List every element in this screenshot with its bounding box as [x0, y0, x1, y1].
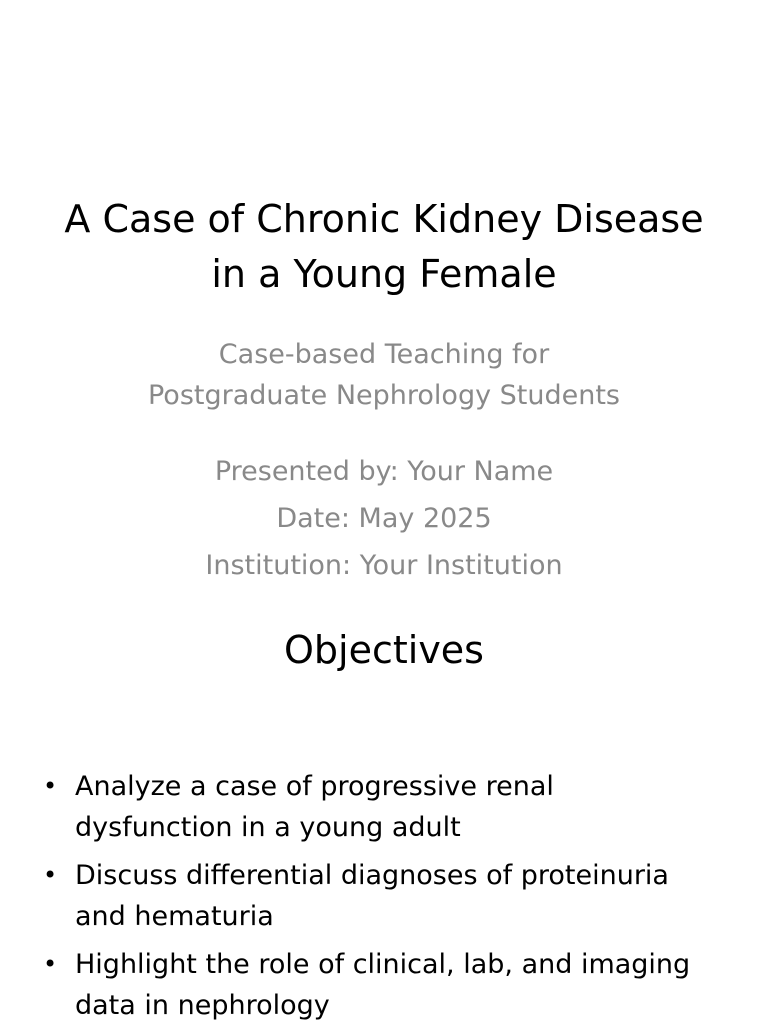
presenter-name: Presented by: Your Name — [214, 456, 554, 487]
bullet-line: Highlight the role of clinical, lab, and imaging — [75, 949, 691, 980]
title-line: in a Young Female — [211, 252, 557, 296]
presentation-date: Date: May 2025 — [276, 503, 492, 534]
bullet-line: Discuss differential diagnoses of proteinuria — [75, 860, 669, 891]
title-line: A Case of Chronic Kidney Disease — [64, 197, 704, 241]
subtitle-block — [60, 334, 708, 576]
list-item — [40, 944, 728, 1024]
slide-objectives — [0, 576, 768, 1024]
bullet-line: data in nephrology — [75, 990, 330, 1021]
bullet-icon: • — [43, 861, 58, 889]
subtitle-line: Postgraduate Nephrology Students — [147, 380, 620, 411]
bullet-icon: • — [43, 950, 58, 978]
presentation-title — [40, 192, 728, 302]
bullet-line: Analyze a case of progressive renal — [75, 771, 554, 802]
list-item — [40, 855, 728, 937]
subtitle-gap — [60, 416, 708, 448]
list-item — [40, 766, 728, 848]
slide-heading: Objectives — [284, 628, 484, 672]
presenter-institution: Institution: Your Institution — [205, 550, 563, 576]
subtitle-line: Case-based Teaching for — [218, 339, 550, 370]
objectives-list — [40, 766, 728, 1024]
bullet-line: dysfunction in a young adult — [75, 812, 461, 843]
bullet-icon: • — [43, 772, 58, 800]
bullet-line: and hematuria — [75, 901, 274, 932]
